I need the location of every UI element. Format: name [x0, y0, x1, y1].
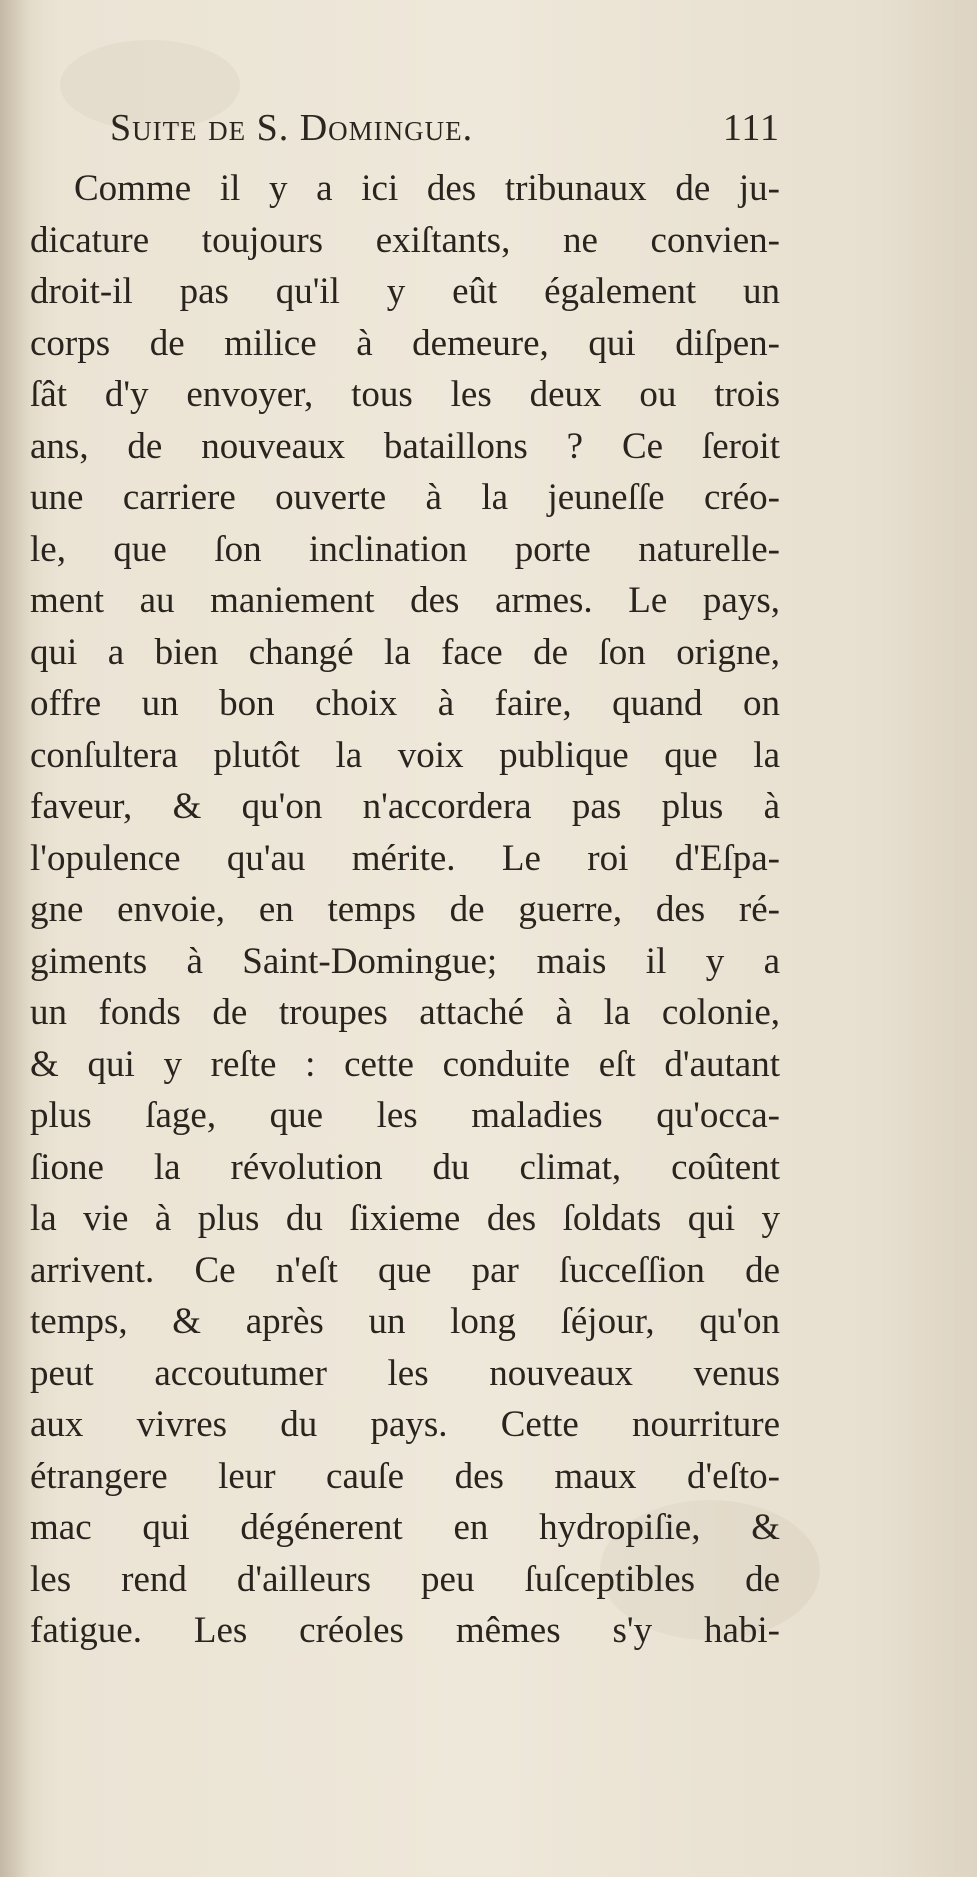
text-line: les rend d'ailleurs peu ſuſceptibles de: [30, 1558, 780, 1600]
text-line: temps, & après un long ſéjour, qu'on: [30, 1301, 780, 1342]
text-line: faveur, & qu'on n'accordera pas plus à: [30, 786, 780, 827]
running-title: Suite de S. Domingue.: [110, 107, 474, 149]
text-line: conſultera plutôt la voix publique que la: [30, 734, 780, 776]
text-line: fatigue. Les créoles mêmes s'y habi-: [30, 1610, 780, 1651]
text-line: qui a bien changé la face de ſon origne,: [30, 631, 780, 673]
text-line: étrangere leur cauſe des maux d'eſto-: [30, 1455, 780, 1497]
text-line: peut accoutumer les nouveaux venus: [30, 1352, 780, 1394]
text-line: Comme il y a ici des tribunaux de ju-: [74, 168, 780, 209]
text-line: une carriere ouverte à la jeuneſſe créo-: [30, 477, 780, 518]
text-line: mac qui dégénerent en hydropiſie, &: [30, 1507, 780, 1548]
text-line: ans, de nouveaux bataillons ? Ce ſeroit: [30, 425, 780, 467]
text-line: l'opulence qu'au mérite. Le roi d'Eſpa-: [30, 837, 780, 879]
page-header: [110, 100, 810, 156]
spine-shadow: [0, 0, 30, 1877]
text-line: ſione la révolution du climat, coûtent: [30, 1146, 780, 1188]
text-line: dicature toujours exiſtants, ne convien-: [30, 219, 780, 261]
text-line: gne envoie, en temps de guerre, des ré-: [30, 889, 780, 930]
text-line: droit-il pas qu'il y eût également un: [30, 271, 780, 312]
text-line: ment au maniement des armes. Le pays,: [30, 580, 780, 621]
text-line: aux vivres du pays. Cette nourriture: [30, 1404, 780, 1445]
text-line: corps de milice à demeure, qui diſpen-: [30, 322, 780, 364]
text-line: le, que ſon inclination porte naturelle-: [30, 528, 780, 570]
text-line: un fonds de troupes attaché à la colonie,: [30, 992, 780, 1033]
text-line: arrivent. Ce n'eſt que par ſucceſſion de: [30, 1249, 780, 1291]
text-line: offre un bon choix à faire, quand on: [30, 683, 780, 724]
text-line: giments à Saint-Domingue; mais il y a: [30, 940, 780, 982]
text-line: ſât d'y envoyer, tous les deux ou trois: [30, 374, 780, 415]
body-text: [30, 163, 780, 1657]
page-number: 111: [722, 107, 780, 149]
text-line: & qui y reſte : cette conduite eſt d'autant: [30, 1043, 780, 1085]
text-line: la vie à plus du ſixieme des ſoldats qui y: [30, 1198, 780, 1239]
text-line: plus ſage, que les maladies qu'occa-: [30, 1095, 780, 1136]
